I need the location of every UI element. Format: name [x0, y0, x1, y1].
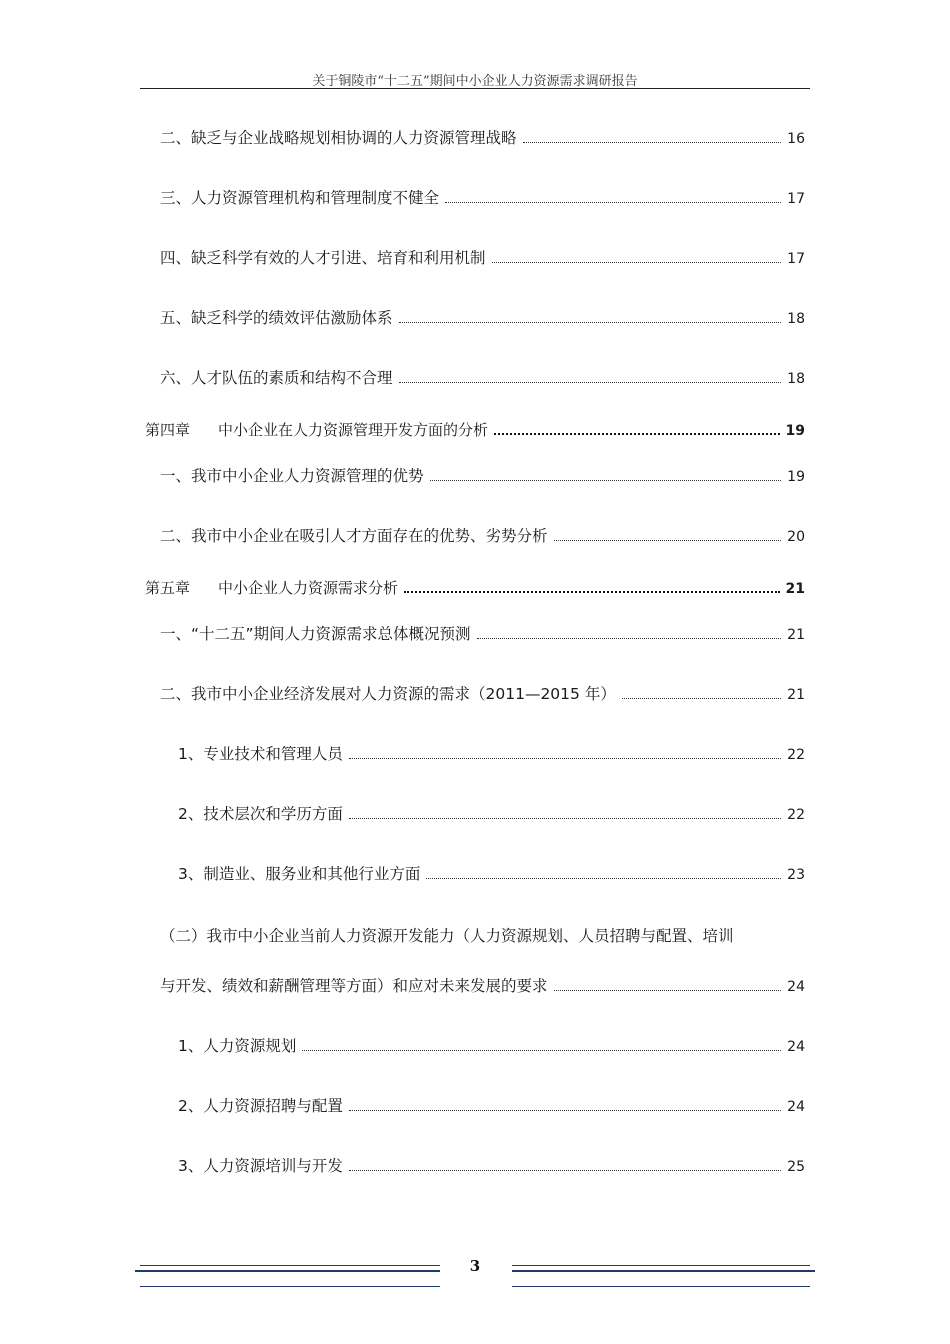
toc-leader-dots	[494, 433, 779, 435]
toc-entry-text: 五、缺乏科学的绩效评估激励体系	[160, 309, 393, 327]
footer-rule-right-top	[512, 1265, 810, 1266]
toc-leader-dots	[477, 638, 782, 639]
toc-page-number: 24	[787, 979, 805, 995]
toc-leader-dots	[349, 758, 781, 759]
toc-chapter-entry[interactable]	[0, 574, 950, 602]
toc-chapter-number: 第五章	[145, 579, 191, 597]
toc-page-number: 24	[787, 1099, 805, 1115]
toc-entry-text: 一、“十二五”期间人力资源需求总体概况预测	[160, 625, 471, 643]
toc-entry-text: （二）我市中小企业当前人力资源开发能力（人力资源规划、人员招聘与配置、培训	[160, 927, 734, 945]
toc-entry[interactable]	[0, 462, 950, 490]
toc-leader-dots	[622, 698, 781, 699]
toc-entry[interactable]	[0, 364, 950, 392]
toc-entry-text: 三、人力资源管理机构和管理制度不健全	[160, 189, 440, 207]
toc-page-number: 18	[787, 371, 805, 387]
footer-rule-left-top	[140, 1265, 440, 1266]
toc-page-number: 23	[787, 867, 805, 883]
toc-leader-dots	[445, 202, 781, 203]
toc-entry[interactable]	[0, 620, 950, 648]
toc-page-number: 17	[787, 191, 805, 207]
toc-leader-dots	[349, 1170, 781, 1171]
toc-leader-dots	[430, 480, 782, 481]
toc-leader-dots	[426, 878, 781, 879]
toc-page-number: 25	[787, 1159, 805, 1175]
toc-entry[interactable]	[0, 1152, 950, 1180]
toc-entry[interactable]	[0, 304, 950, 332]
toc-entry-text: 二、缺乏与企业战略规划相协调的人力资源管理战略	[160, 129, 517, 147]
toc-leader-dots	[349, 818, 781, 819]
toc-entry-text: 二、我市中小企业经济发展对人力资源的需求（2011—2015 年）	[160, 685, 616, 703]
toc-page-number: 20	[787, 529, 805, 545]
toc-entry-text: 2、技术层次和学历方面	[178, 805, 343, 823]
toc-entry[interactable]	[0, 680, 950, 708]
toc-entry[interactable]	[0, 1092, 950, 1120]
toc-entry-text: 二、我市中小企业在吸引人才方面存在的优势、劣势分析	[160, 527, 548, 545]
footer-rule-right-bottom	[512, 1286, 810, 1287]
footer-rule-left-mid	[135, 1270, 440, 1272]
footer-rule-right-mid	[512, 1270, 815, 1272]
toc-chapter-title: 中小企业在人力资源管理开发方面的分析	[218, 421, 489, 439]
toc-page-number: 21	[785, 581, 805, 597]
toc-entry-text: 1、专业技术和管理人员	[178, 745, 343, 763]
toc-entry-text: 3、人力资源培训与开发	[178, 1157, 343, 1175]
toc-page-number: 17	[787, 251, 805, 267]
toc-entry[interactable]	[0, 244, 950, 272]
toc-page-number: 22	[787, 807, 805, 823]
toc-leader-dots	[399, 322, 782, 323]
toc-leader-dots	[523, 142, 782, 143]
toc-chapter-entry[interactable]	[0, 416, 950, 444]
toc-entry[interactable]	[0, 124, 950, 152]
toc-chapter-number: 第四章	[145, 421, 191, 439]
toc-page-number: 21	[787, 687, 805, 703]
toc-chapter-title: 中小企业人力资源需求分析	[218, 579, 399, 597]
toc-entry[interactable]	[0, 860, 950, 888]
toc-entry-text: 四、缺乏科学有效的人才引进、培育和利用机制	[160, 249, 486, 267]
toc-entry[interactable]	[0, 800, 950, 828]
toc-page-number: 19	[787, 469, 805, 485]
toc-entry[interactable]	[0, 740, 950, 768]
toc-page-number: 18	[787, 311, 805, 327]
toc-entry-text: 2、人力资源招聘与配置	[178, 1097, 343, 1115]
toc-leader-dots	[554, 540, 782, 541]
toc-entry[interactable]	[0, 522, 950, 550]
page-number: 3	[469, 1257, 481, 1275]
toc-entry[interactable]	[0, 1032, 950, 1060]
toc-entry-text: 3、制造业、服务业和其他行业方面	[178, 865, 421, 883]
toc-page-number: 24	[787, 1039, 805, 1055]
toc-leader-dots	[302, 1050, 781, 1051]
toc-page-number: 16	[787, 131, 805, 147]
toc-entry[interactable]	[0, 972, 950, 1000]
toc-entry-text: 一、我市中小企业人力资源管理的优势	[160, 467, 424, 485]
toc-leader-dots	[492, 262, 782, 263]
running-header-title: 关于铜陵市“十二五”期间中小企业人力资源需求调研报告	[312, 74, 638, 89]
toc-page-number: 21	[787, 627, 805, 643]
toc-leader-dots	[349, 1110, 781, 1111]
toc-leader-dots	[399, 382, 782, 383]
toc-entry-first-line[interactable]	[0, 922, 950, 950]
footer-rule-left-bottom	[140, 1286, 440, 1287]
toc-entry-text: 与开发、绩效和薪酬管理等方面）和应对未来发展的要求	[160, 977, 548, 995]
toc-entry-text: 1、人力资源规划	[178, 1037, 297, 1055]
toc-leader-dots	[404, 591, 779, 593]
toc-leader-dots	[554, 990, 782, 991]
toc-page-number: 22	[787, 747, 805, 763]
toc-entry[interactable]	[0, 184, 950, 212]
toc-page-number: 19	[785, 423, 805, 439]
toc-entry-text: 六、人才队伍的素质和结构不合理	[160, 369, 393, 387]
